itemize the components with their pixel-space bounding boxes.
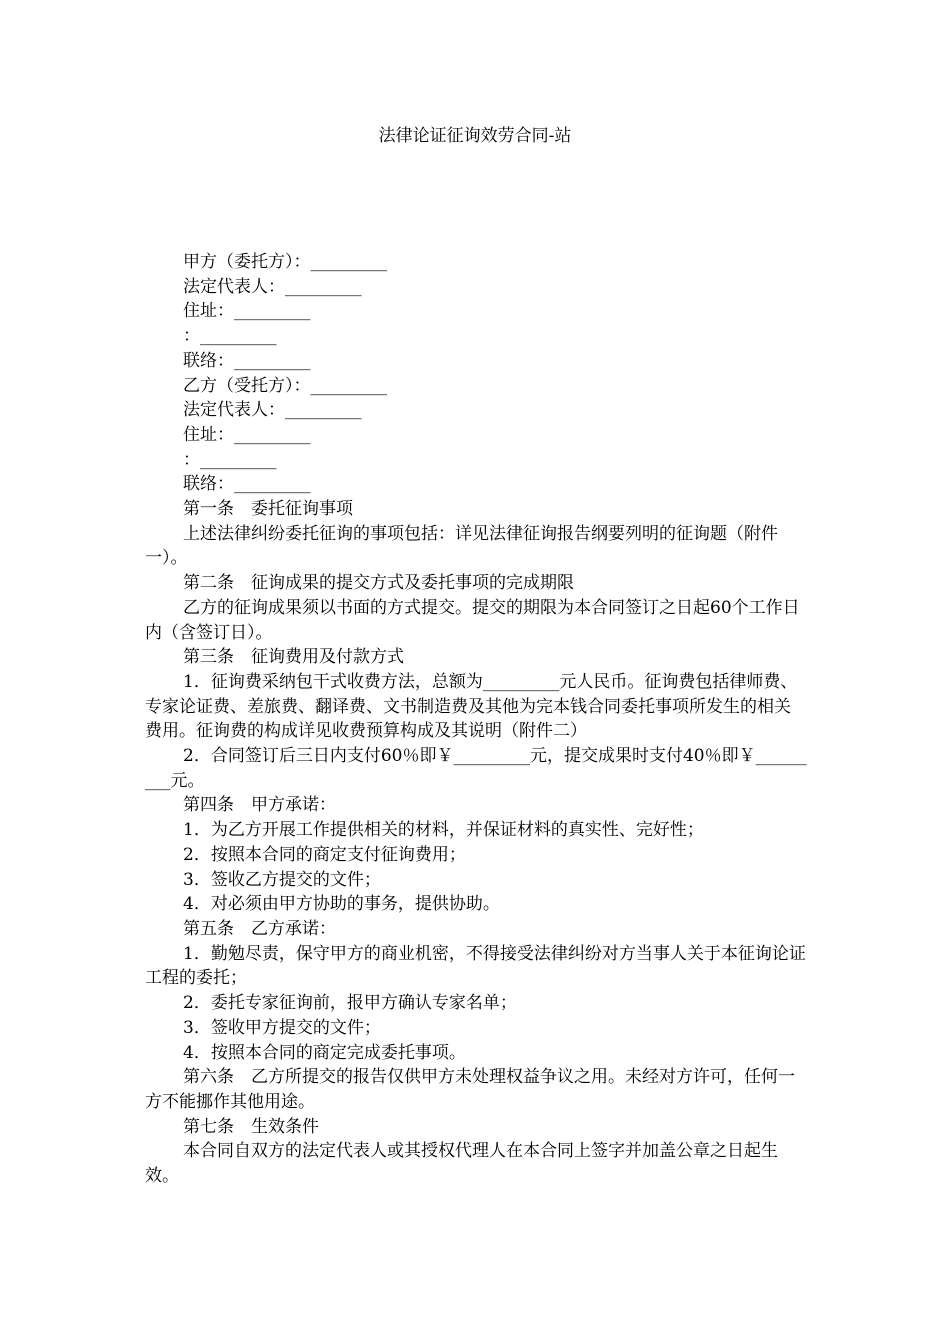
party-b-contact: 联络：_________: [183, 474, 311, 495]
document-title: 法律论证征询效劳合同-站: [378, 126, 572, 146]
article-1-heading: 第一条 委托征询事项: [183, 499, 353, 520]
document-body: [145, 250, 807, 1189]
party-a-extra-field: ：_________: [183, 326, 277, 347]
article-5-heading: 第五条 乙方承诺：: [183, 918, 336, 939]
party-a-contact: 联络：_________: [183, 350, 311, 371]
article-4-item-2: 2．按照本合同的商定支付征询费用；: [183, 844, 466, 865]
article-5-item-3: 3．签收甲方提交的文件；: [183, 1017, 381, 1038]
article-5-item-4: 4．按照本合同的商定完成委托事项。: [183, 1042, 466, 1063]
party-a-representative: 法定代表人：_________: [183, 276, 362, 297]
article-6-text: 第六条 乙方所提交的报告仅供甲方未处理权益争议之用。未经对方许可，任何一方不能挪作其他用途。: [145, 1067, 795, 1112]
party-b-address: 住址：_________: [183, 424, 311, 445]
party-a-address: 住址：_________: [183, 301, 311, 322]
party-b-representative: 法定代表人：_________: [183, 400, 362, 421]
article-4-item-1: 1．为乙方开展工作提供相关的材料，并保证材料的真实性、完好性；: [183, 820, 704, 841]
party-b-extra-field: ：_________: [183, 449, 277, 470]
article-2-heading: 第二条 征询成果的提交方式及委托事项的完成期限: [183, 573, 574, 594]
article-3-heading: 第三条 征询费用及付款方式: [183, 647, 404, 668]
article-4-heading: 第四条 甲方承诺：: [183, 795, 336, 816]
article-5-item-1: 1．勤勉尽责，保守甲方的商业机密，不得接受法律纠纷对方当事人关于本征询论证工程的委托；: [145, 943, 806, 989]
article-4-item-3: 3．签收乙方提交的文件；: [183, 869, 381, 890]
article-3-item-2: 2．合同签订后三日内支付60％即￥_________元，提交成果时支付40％即￥_________元。: [145, 746, 807, 791]
article-7-text: 本合同自双方的法定代表人或其授权代理人在本合同上签字并加盖公章之日起生效。: [145, 1141, 778, 1187]
article-7-heading: 第七条 生效条件: [183, 1116, 319, 1137]
party-a-name: 甲方（委托方）：_________: [183, 252, 387, 272]
article-3-item-1: 1．征询费采纳包干式收费方法，总额为_________元人民币。征询费包括律师费、专家论证费、差旅费、翻译费、文书制造费及其他为完本钱合同委托事项所发生的相关费用。征询费的构成详见收费预算构成及其说明（附件二）: [145, 671, 798, 742]
article-5-item-2: 2．委托专家征询前，报甲方确认专家名单；: [183, 993, 517, 1014]
article-1-text: 上述法律纠纷委托征询的事项包括：详见法律征询报告纲要列明的征询题（附件一）。: [145, 523, 778, 569]
party-b-name: 乙方（受托方）：_________: [183, 375, 387, 396]
article-2-text: 乙方的征询成果须以书面的方式提交。提交的期限为本合同签订之日起60个工作日内（含签订日）。: [145, 597, 800, 643]
article-4-item-4: 4．对必须由甲方协助的事务，提供协助。: [183, 894, 500, 915]
